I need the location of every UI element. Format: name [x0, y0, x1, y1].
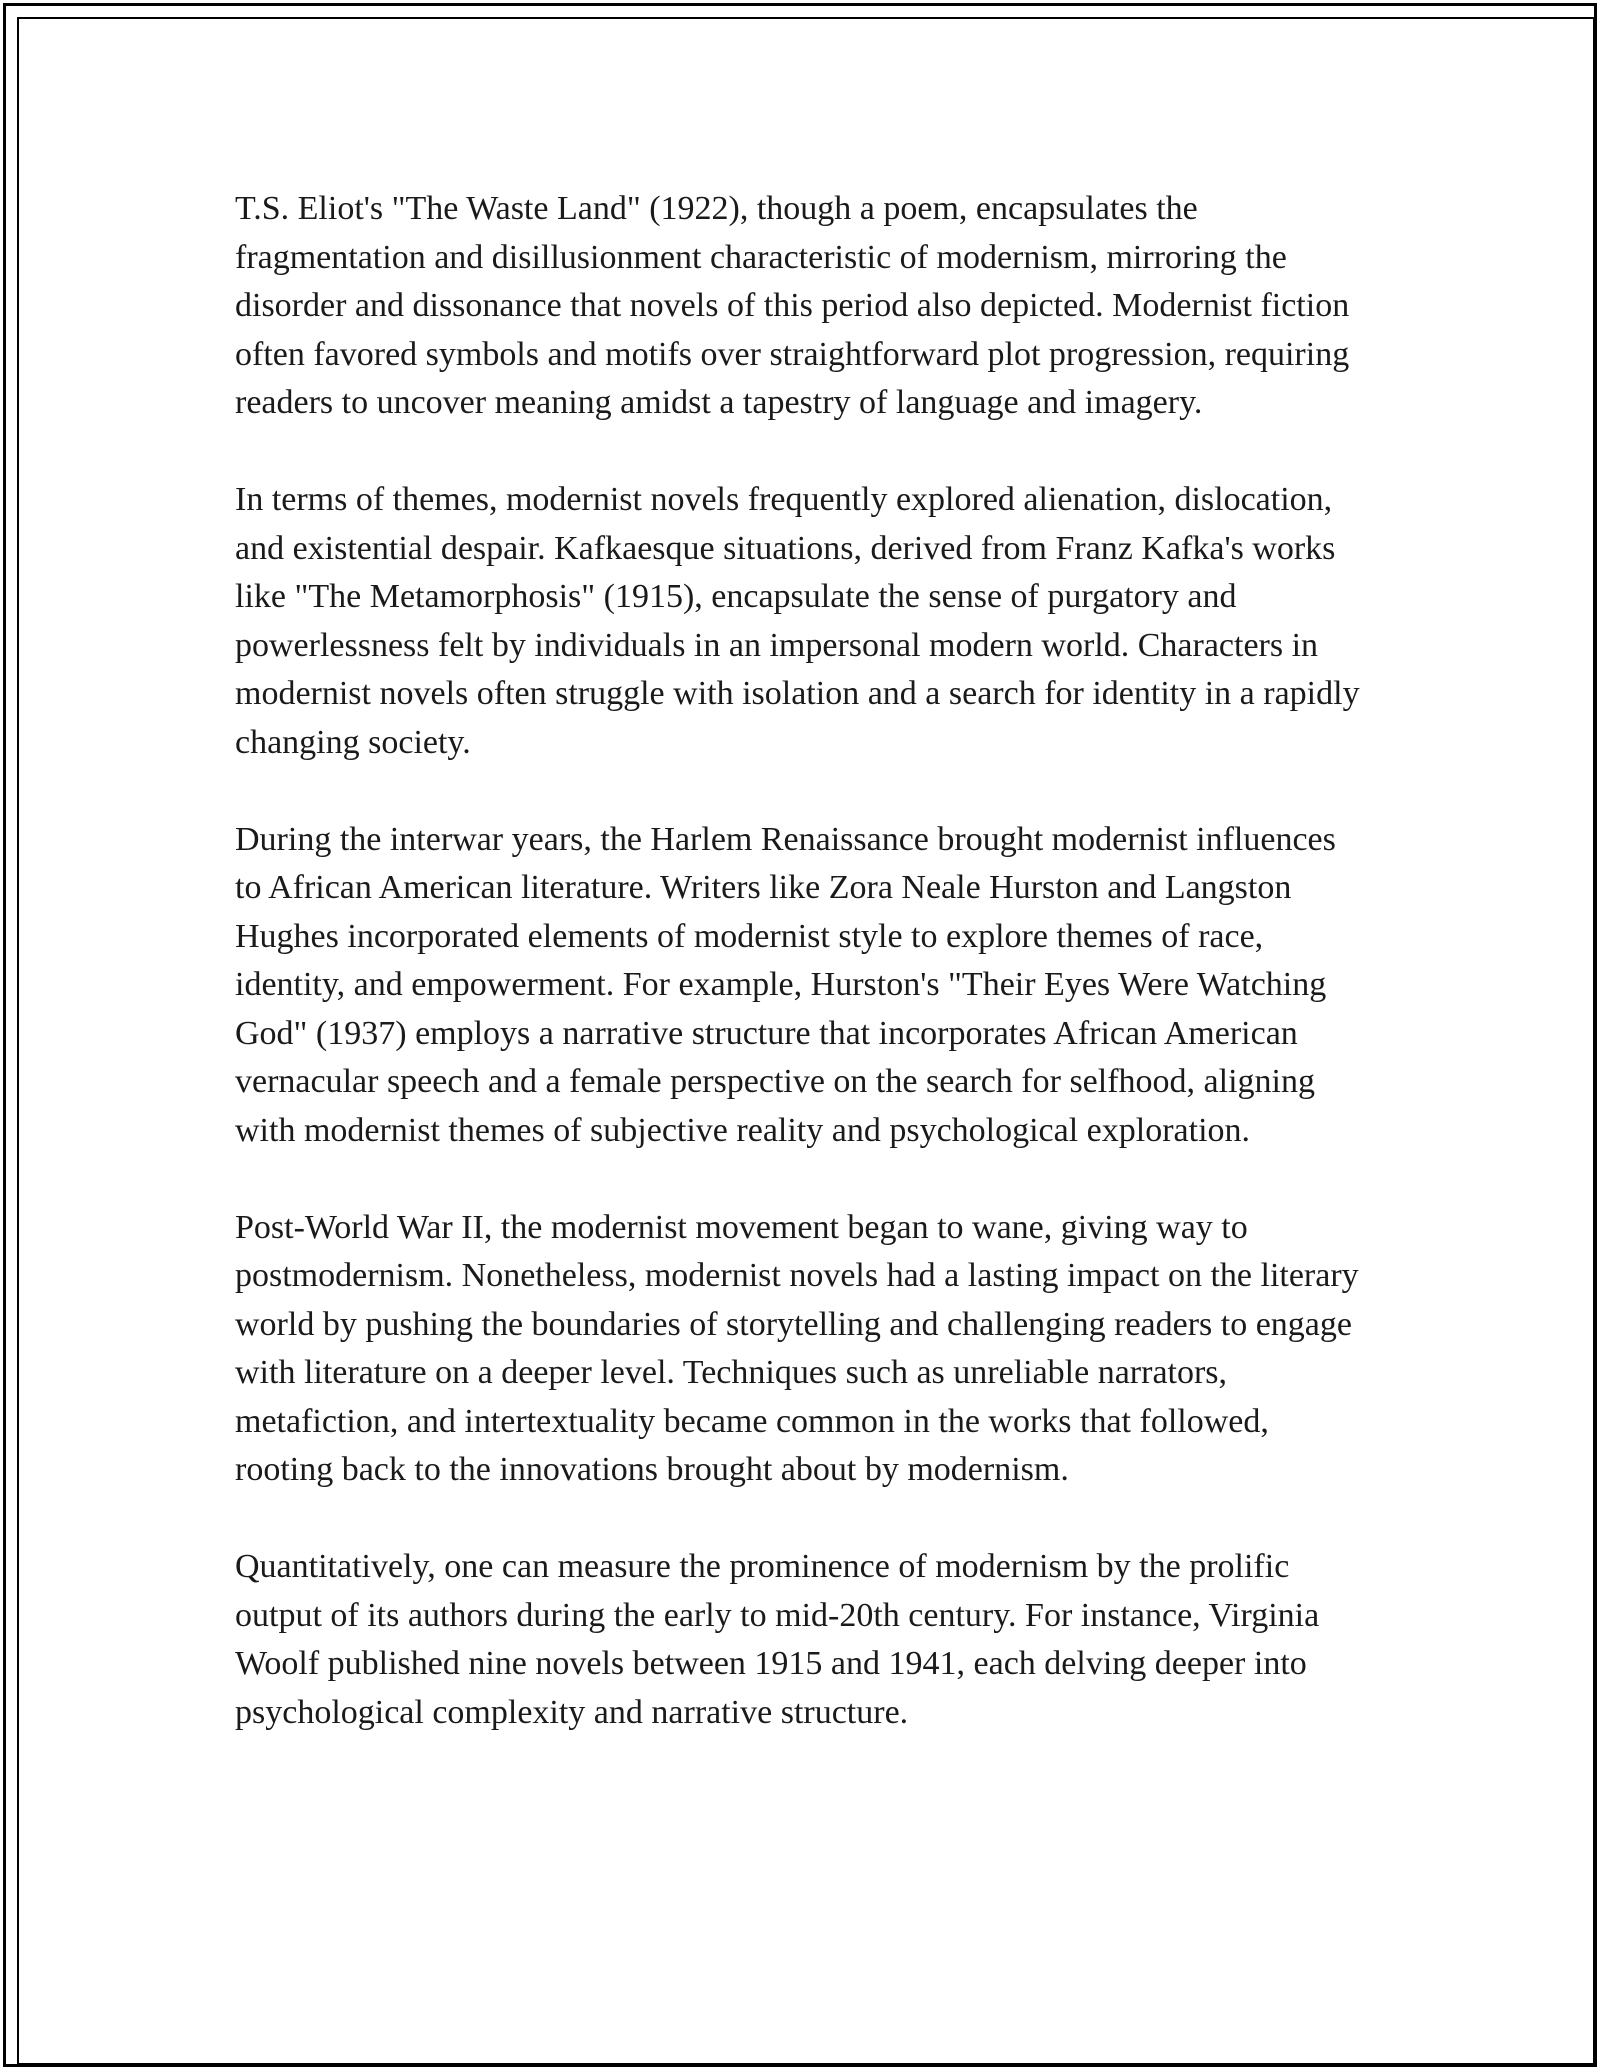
document-body [235, 185, 1360, 1786]
paragraph-1: T.S. Eliot's "The Waste Land" (1922), though a poem, encapsulates the fragmentation and disillusionment characteristic of modernism, mirroring the disorder and dissonance that novels of this period also depicted. Modernist fiction often favored symbols and motifs over straightforward plot progression, requiring readers to uncover meaning amidst a tapestry of language and imagery. [235, 190, 1350, 421]
paragraph-2: In terms of themes, modernist novels frequently explored alienation, dislocation, and existential despair. Kafkaesque situations, derived from Franz Kafka's works like "The Metamorphosis" (1915), encapsulate the sense of purgatory and powerlessness felt by individuals in an impersonal modern world. Characters in modernist novels often struggle with isolation and a search for identity in a rapidly changing society. [235, 481, 1360, 761]
paragraph-4: Post-World War II, the modernist movement began to wane, giving way to postmodernism. Nonetheless, modernist novels had a lasting impact on the literary world by pushing the boundaries of storytelling and challenging readers to engage with literature on a deeper level. Techniques such as unreliable narrators, metafiction, and intertextuality became common in the works that followed, rooting back to the innovations brought about by modernism. [235, 1208, 1359, 1488]
paragraph-3: During the interwar years, the Harlem Renaissance brought modernist influences to African American literature. Writers like Zora Neale Hurston and Langston Hughes incorporated elements of modernist style to explore themes of race, identity, and empowerment. For example, Hurston's "Their Eyes Were Watching God" (1937) employs a narrative structure that incorporates African American vernacular speech and a female perspective on the search for selfhood, aligning with modernist themes of subjective reality and psychological exploration. [235, 820, 1336, 1149]
paragraph-5: Quantitatively, one can measure the prominence of modernism by the prolific output of its authors during the early to mid-20th century. For instance, Virginia Woolf published nine novels between 1915 and 1941, each delving deeper into psychological complexity and narrative structure. [235, 1548, 1320, 1731]
